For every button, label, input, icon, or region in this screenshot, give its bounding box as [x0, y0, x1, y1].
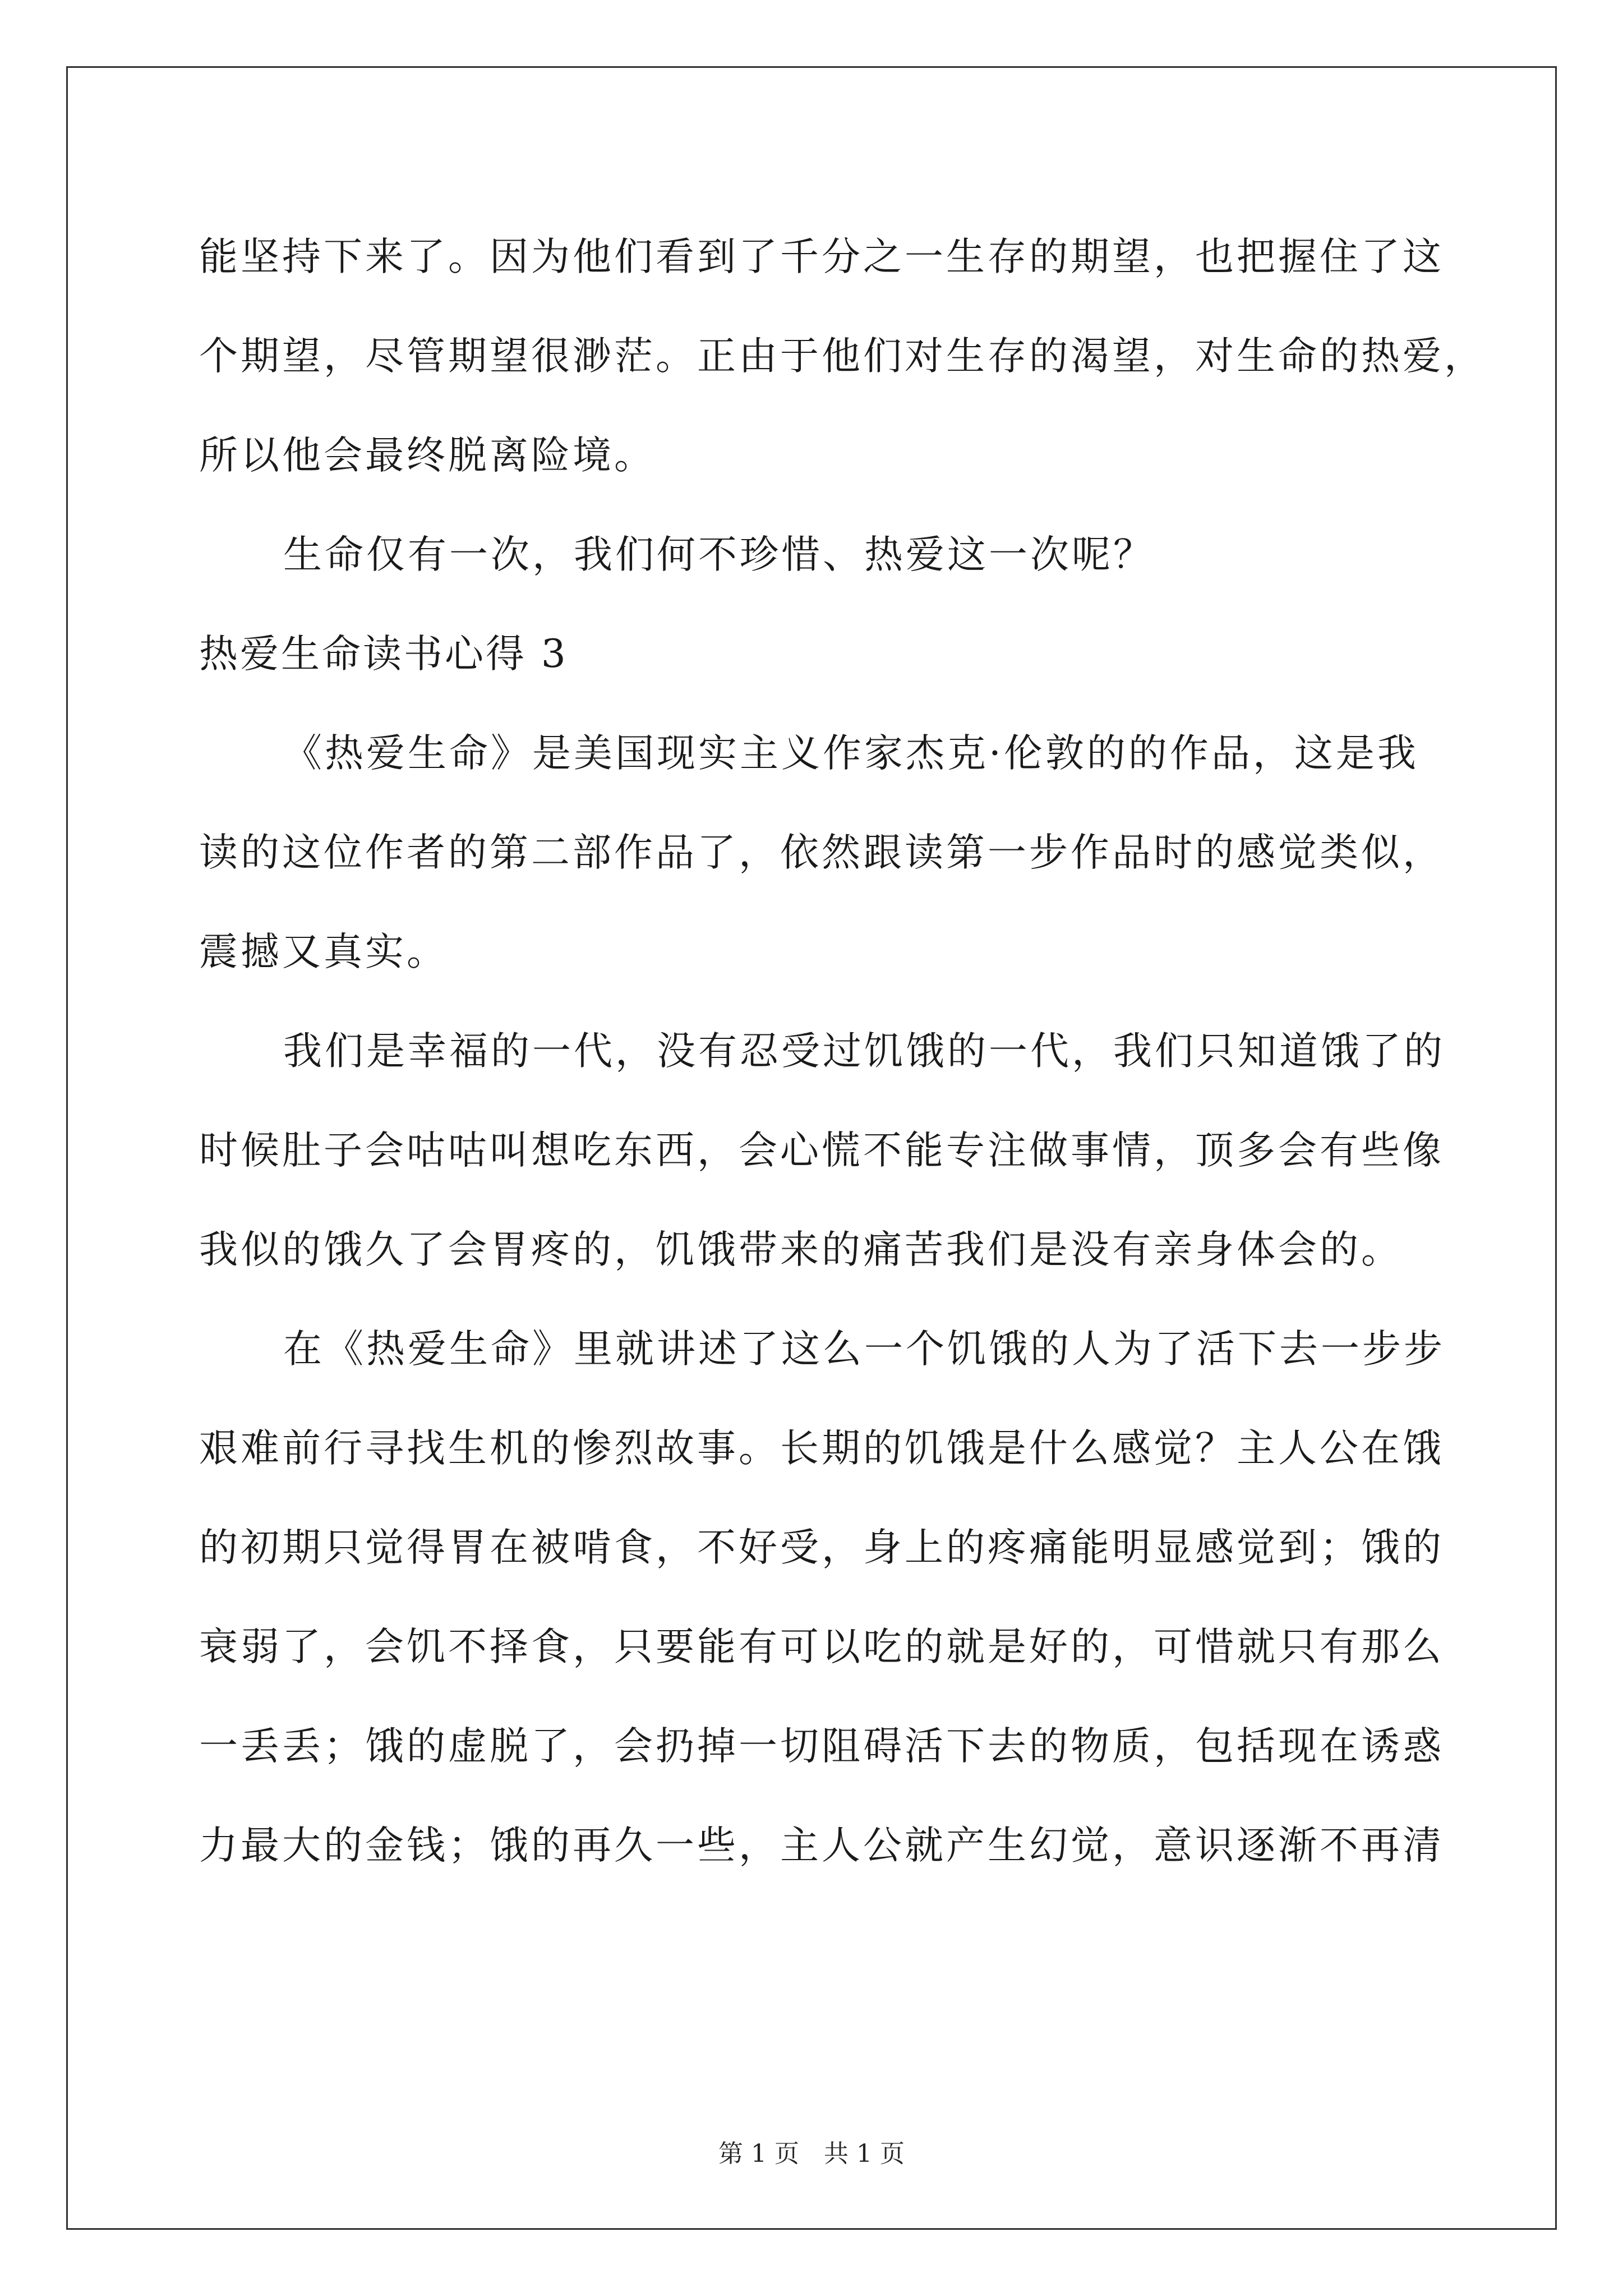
document-body	[199, 208, 1486, 1895]
page-number-footer: 第 1 页 共 1 页	[718, 2139, 905, 2168]
section-heading: 热爱生命读书心得 3	[199, 632, 568, 677]
text-line: 的初期只觉得胃在被啃食，不好受，身上的疼痛能明显感觉到；饿的	[199, 1525, 1444, 1570]
text-line: 一丢丢；饿的虚脱了，会扔掉一切阻碍活下去的物质，包括现在诱惑	[199, 1724, 1444, 1769]
text-line: 震撼又真实。	[199, 930, 448, 974]
text-line: 读的这位作者的第二部作品了，依然跟读第一步作品时的感觉类似，	[199, 830, 1444, 875]
text-line: 我们是幸福的一代，没有忍受过饥饿的一代，我们只知道饿了的	[283, 1029, 1445, 1074]
text-line: 个期望，尽管期望很渺茫。正由于他们对生存的渴望，对生命的热爱，	[199, 334, 1486, 379]
text-line: 时候肚子会咕咕叫想吃东西，会心慌不能专注做事情，顶多会有些像	[199, 1128, 1444, 1173]
text-line: 艰难前行寻找生机的惨烈故事。长期的饥饿是什么感觉？主人公在饿	[199, 1426, 1444, 1471]
text-line: 力最大的金钱；饿的再久一些，主人公就产生幻觉，意识逐渐不再清	[199, 1823, 1444, 1868]
text-line: 在《热爱生命》里就讲述了这么一个饥饿的人为了活下去一步步	[283, 1327, 1445, 1372]
text-line: 所以他会最终脱离险境。	[199, 433, 656, 478]
text-line: 生命仅有一次，我们何不珍惜、热爱这一次呢？	[283, 532, 1155, 577]
text-line: 衰弱了，会饥不择食，只要能有可以吃的就是好的，可惜就只有那么	[199, 1625, 1444, 1669]
text-line: 能坚持下来了。因为他们看到了千分之一生存的期望，也把握住了这	[199, 234, 1444, 279]
text-line: 我似的饿久了会胃疼的，饥饿带来的痛苦我们是没有亲身体会的。	[199, 1227, 1403, 1272]
text-line: 《热爱生命》是美国现实主义作家杰克·伦敦的的作品，这是我	[283, 731, 1419, 776]
